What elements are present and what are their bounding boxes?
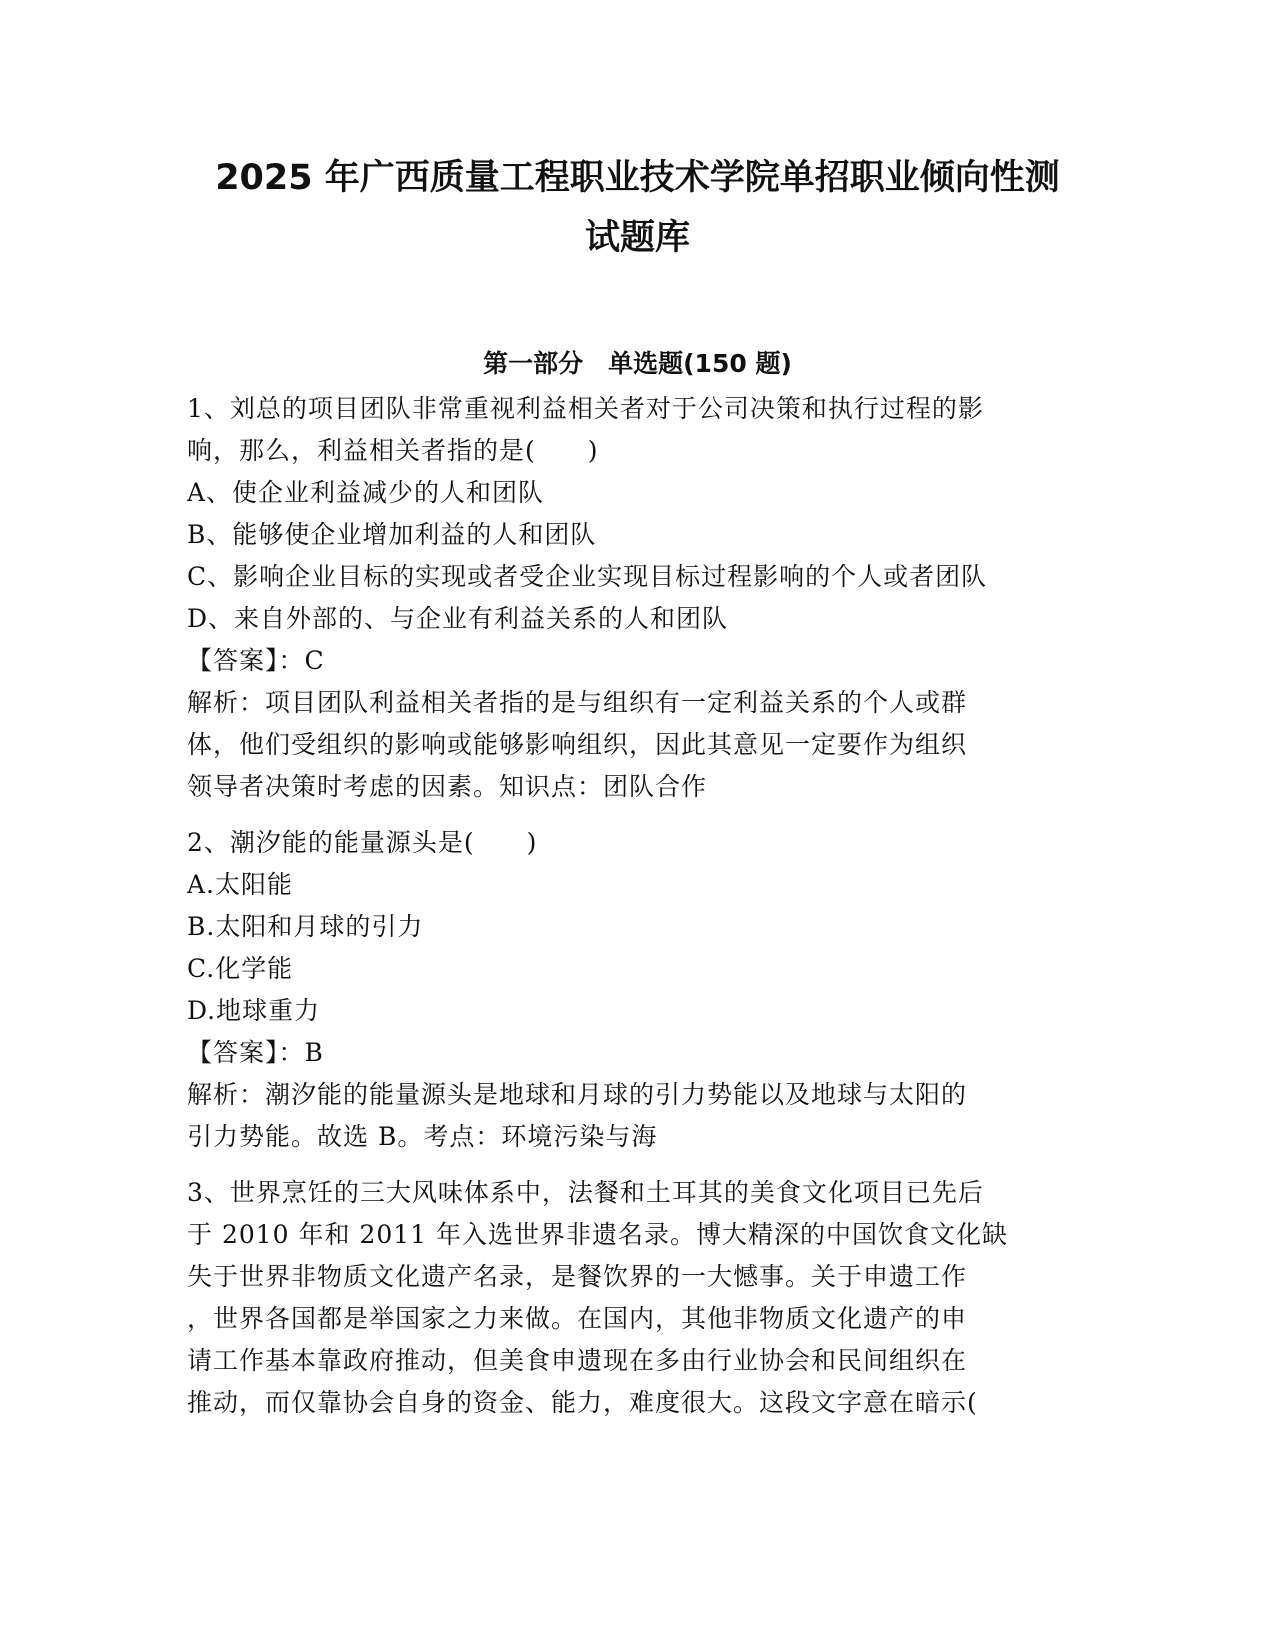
question-1-stem-line-2: 响，那么，利益相关者指的是( ) — [187, 436, 599, 465]
question-3-stem-line-6: 推动，而仅靠协会自身的资金、能力，难度很大。这段文字意在暗示( — [187, 1388, 978, 1417]
question-2-option-d: D.地球重力 — [187, 996, 321, 1025]
question-1-analysis-line-3: 领导者决策时考虑的因素。知识点：团队合作 — [187, 772, 708, 801]
question-1-option-b: B、能够使企业增加利益的人和团队 — [187, 520, 597, 549]
question-2-option-a: A.太阳能 — [187, 870, 294, 899]
question-2-analysis-line-1: 解析：潮汐能的能量源头是地球和月球的引力势能以及地球与太阳的 — [187, 1080, 968, 1109]
question-3-stem-line-3: 失于世界非物质文化遗产名录，是餐饮界的一大憾事。关于申遗工作 — [187, 1262, 968, 1291]
question-2-answer: 【答案】：B — [187, 1038, 324, 1067]
question-1-analysis-line-1: 解析：项目团队利益相关者指的是与组织有一定利益关系的个人或群 — [187, 688, 968, 717]
title-line-1: 2025 年广西质量工程职业技术学院单招职业倾向性测 — [215, 158, 1060, 198]
question-2-analysis-line-2: 引力势能。故选 B。考点：环境污染与海 — [187, 1122, 658, 1151]
question-3-stem-line-4: ，世界各国都是举国家之力来做。在国内，其他非物质文化遗产的申 — [187, 1304, 968, 1333]
question-2-option-b: B.太阳和月球的引力 — [187, 912, 424, 941]
question-1-option-d: D、来自外部的、与企业有利益关系的人和团队 — [187, 604, 729, 633]
question-1-option-a: A、使企业利益减少的人和团队 — [187, 478, 545, 507]
question-1-answer: 【答案】：C — [187, 646, 325, 675]
question-1-option-c: C、影响企业目标的实现或者受企业实现目标过程影响的个人或者团队 — [187, 562, 988, 591]
question-3-stem-line-5: 请工作基本靠政府推动，但美食申遗现在多由行业协会和民间组织在 — [187, 1346, 968, 1375]
question-3-stem-line-1: 3、世界烹饪的三大风味体系中，法餐和土耳其的美食文化项目已先后 — [187, 1178, 984, 1207]
document-title — [150, 148, 1125, 268]
question-3-stem-line-2: 于 2010 年和 2011 年入选世界非遗名录。博大精深的中国饮食文化缺 — [187, 1220, 1009, 1249]
question-1-stem-line-1: 1、刘总的项目团队非常重视利益相关者对于公司决策和执行过程的影 — [187, 394, 984, 423]
title-line-2: 试题库 — [584, 218, 690, 258]
section-heading: 第一部分 单选题(150 题) — [483, 349, 792, 378]
question-2-option-c: C.化学能 — [187, 954, 294, 983]
question-2-stem-line-1: 2、潮汐能的能量源头是( ) — [187, 828, 538, 857]
question-1-analysis-line-2: 体，他们受组织的影响或能够影响组织，因此其意见一定要作为组织 — [187, 730, 968, 759]
